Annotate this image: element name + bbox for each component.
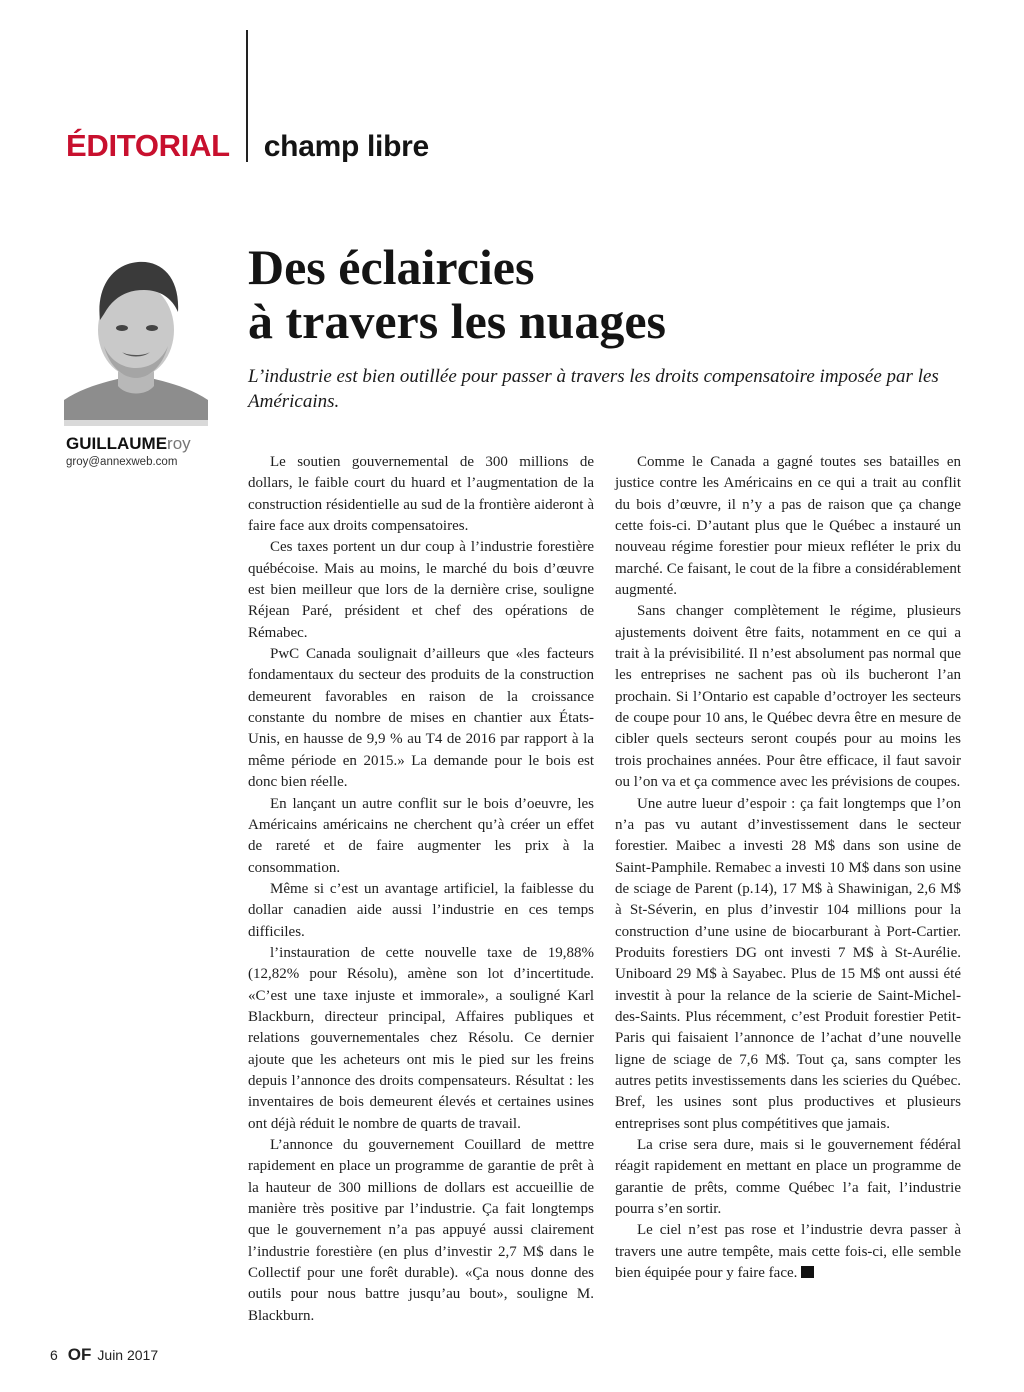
issue-date: Juin 2017 [97, 1347, 159, 1363]
article-column-right [615, 452, 961, 1284]
article-paragraph: l’instauration de cette nouvelle taxe de 19,88% (12,82% pour Résolu), amène son lot d’incertitude. «C’est une taxe injuste et immorale», a souligné Karl Blackburn, directeur principal, Affaires publiques et relations gouvernementales chez Résolu. Ce dernier ajoute que les acheteurs ont mis le pied sur les freins depuis l’annonce des droits compensateurs. Résultat : les inventaires de bois demeurent élevés et certaines usines ont déjà réduit le nombre de quarts de travail. [248, 944, 594, 1132]
author-last-name: roy [167, 434, 191, 453]
article-paragraph: En lançant un autre conflit sur le bois d’oeuvre, les Américains américains ne cherchent qu’à créer un effet de rareté et de faire augmenter les prix à la consommation. [248, 795, 594, 876]
article-deck: L’industrie est bien outillée pour passer à travers les droits compensatoire imposée par les Américains. [248, 366, 939, 412]
article-title-line-1: Des éclaircies [248, 239, 535, 295]
article-paragraph: Sans changer complètement le régime, plusieurs ajustements doivent être faits, notamment en ce qui a trait à la prévisibilité. Il n’est absolument pas normal que les entreprises ne sachent pas où ils bucheront l’an prochain. Si l’Ontario est capable d’octroyer les secteurs de coupe pour 10 ans, le Québec devra être en mesure de cibler quels secteurs seront coupés pour au moins les trois prochaines années. Pour être efficace, il faut savoir ou l’on va et ça commence avec les prévisions de coupes. [615, 603, 961, 791]
author-name [66, 434, 191, 454]
article-paragraph: Comme le Canada a gagné toutes ses batailles en justice contre les Américains en ce qui a trait au conflit du bois d’œuvre, il n’y a pas de raison que ça change cette fois-ci. D’autant plus que le Québec a instauré un nouveau régime forestier pour mieux refléter le prix du marché. Ce faisant, le cout de la fibre a considérablement augmenté. [615, 454, 961, 599]
article-paragraph-last [615, 1220, 961, 1284]
section-label: ÉDITORIAL [66, 128, 230, 163]
page-footer [50, 1345, 158, 1365]
portrait-icon [64, 250, 208, 426]
article-paragraph: L’annonce du gouvernement Couillard de mettre rapidement en place un programme de garantie de prêt à la hauteur de 300 millions de dollars est accueillie de manière très positive par l’industrie. Ça fait longtemps que le gouvernement n’a pas appuyé aussi clairement l’industrie forestière (en plus d’investir 2,7 M$ dans le Collectif pour une forêt durable). «Ça nous donne des outils pour nous battre jusqu’au bout», souligne M. Blackburn. [248, 1137, 594, 1324]
article-paragraph: La crise sera dure, mais si le gouvernement fédéral réagit rapidement en mettant en place un programme de garantie de prêts, comme Québec l’a fait, l’industrie pourra s’en sortir. [615, 1137, 961, 1218]
article-paragraph: Le soutien gouvernemental de 300 millions de dollars, le faible court du huard et l’augmentation de la construction résidentielle au sud de la frontière aideront à faire face aux droits compensatoires. [248, 454, 594, 535]
page-number: 6 [50, 1347, 58, 1363]
article-paragraph: Ces taxes portent un dur coup à l’industrie forestière québécoise. Mais au moins, le marché du bois d’œuvre est bien meilleur que lors de la dernière crise, souligne Réjean Paré, président et chef des opérations de Rémabec. [248, 539, 594, 641]
article-paragraph: Même si c’est un avantage artificiel, la faiblesse du dollar canadien aide aussi l’industrie en ces temps difficiles. [248, 880, 594, 940]
author-email: groy@annexweb.com [66, 456, 178, 468]
article-paragraph: Une autre lueur d’espoir : ça fait longtemps que l’on n’a pas vu autant d’investissement dans le secteur forestier. Maibec a investi 28 M$ dans son usine de Saint-Pamphile. Remabec a investi 10 M$ dans son usine de sciage de Parent (p.14), 17 M$ à Shawinigan, 2,6 M$ à St-Séverin, en plus d’investir 104 millions pour la construction d’une usine de biocarburant à Port-Cartier. Produits forestiers DG ont investi 7 M$ à St-Aurélie. Uniboard 29 M$ à Sayabec. Plus de 15 M$ ont aussi été investit à pour la relance de la scierie de Saint-Michel-des-Saints. Plus récemment, c’est Produit forestier Petit-Paris qui faisaient l’annonce de l’achat d’une nouvelle ligne de sciage de 7,6 M$. Tout ça, sans compter les autres petits investissements dans les scieries du Québec. Bref, les usines sont plus productives et plusieurs entreprises sont plus compétitives que jamais. [615, 795, 961, 1132]
author-first-name: GUILLAUME [66, 434, 168, 453]
article-title [248, 240, 988, 348]
article-column-left [248, 452, 594, 1327]
article-paragraph-text: Le ciel n’est pas rose et l’industrie devra passer à travers une autre tempête, mais cette fois-ci, elle semble bien équipée pour y faire face. [615, 1222, 961, 1282]
of-end-icon [801, 1266, 814, 1278]
section-header [66, 128, 429, 172]
publication-name: OF [67, 1345, 92, 1364]
article-paragraph: PwC Canada soulignait d’ailleurs que «les facteurs fondamentaux du secteur des produits de la construction demeurent favorables en raison de la croissance constante du nombre de mises en chantier aux États-Unis, en hausse de 9,9 % au T4 de 2016 par rapport à la même période en 2015.» La demande pour le bois est donc bien réelle. [248, 646, 594, 791]
article-title-line-2: à travers les nuages [248, 293, 666, 349]
section-sublabel: champ libre [263, 130, 429, 163]
